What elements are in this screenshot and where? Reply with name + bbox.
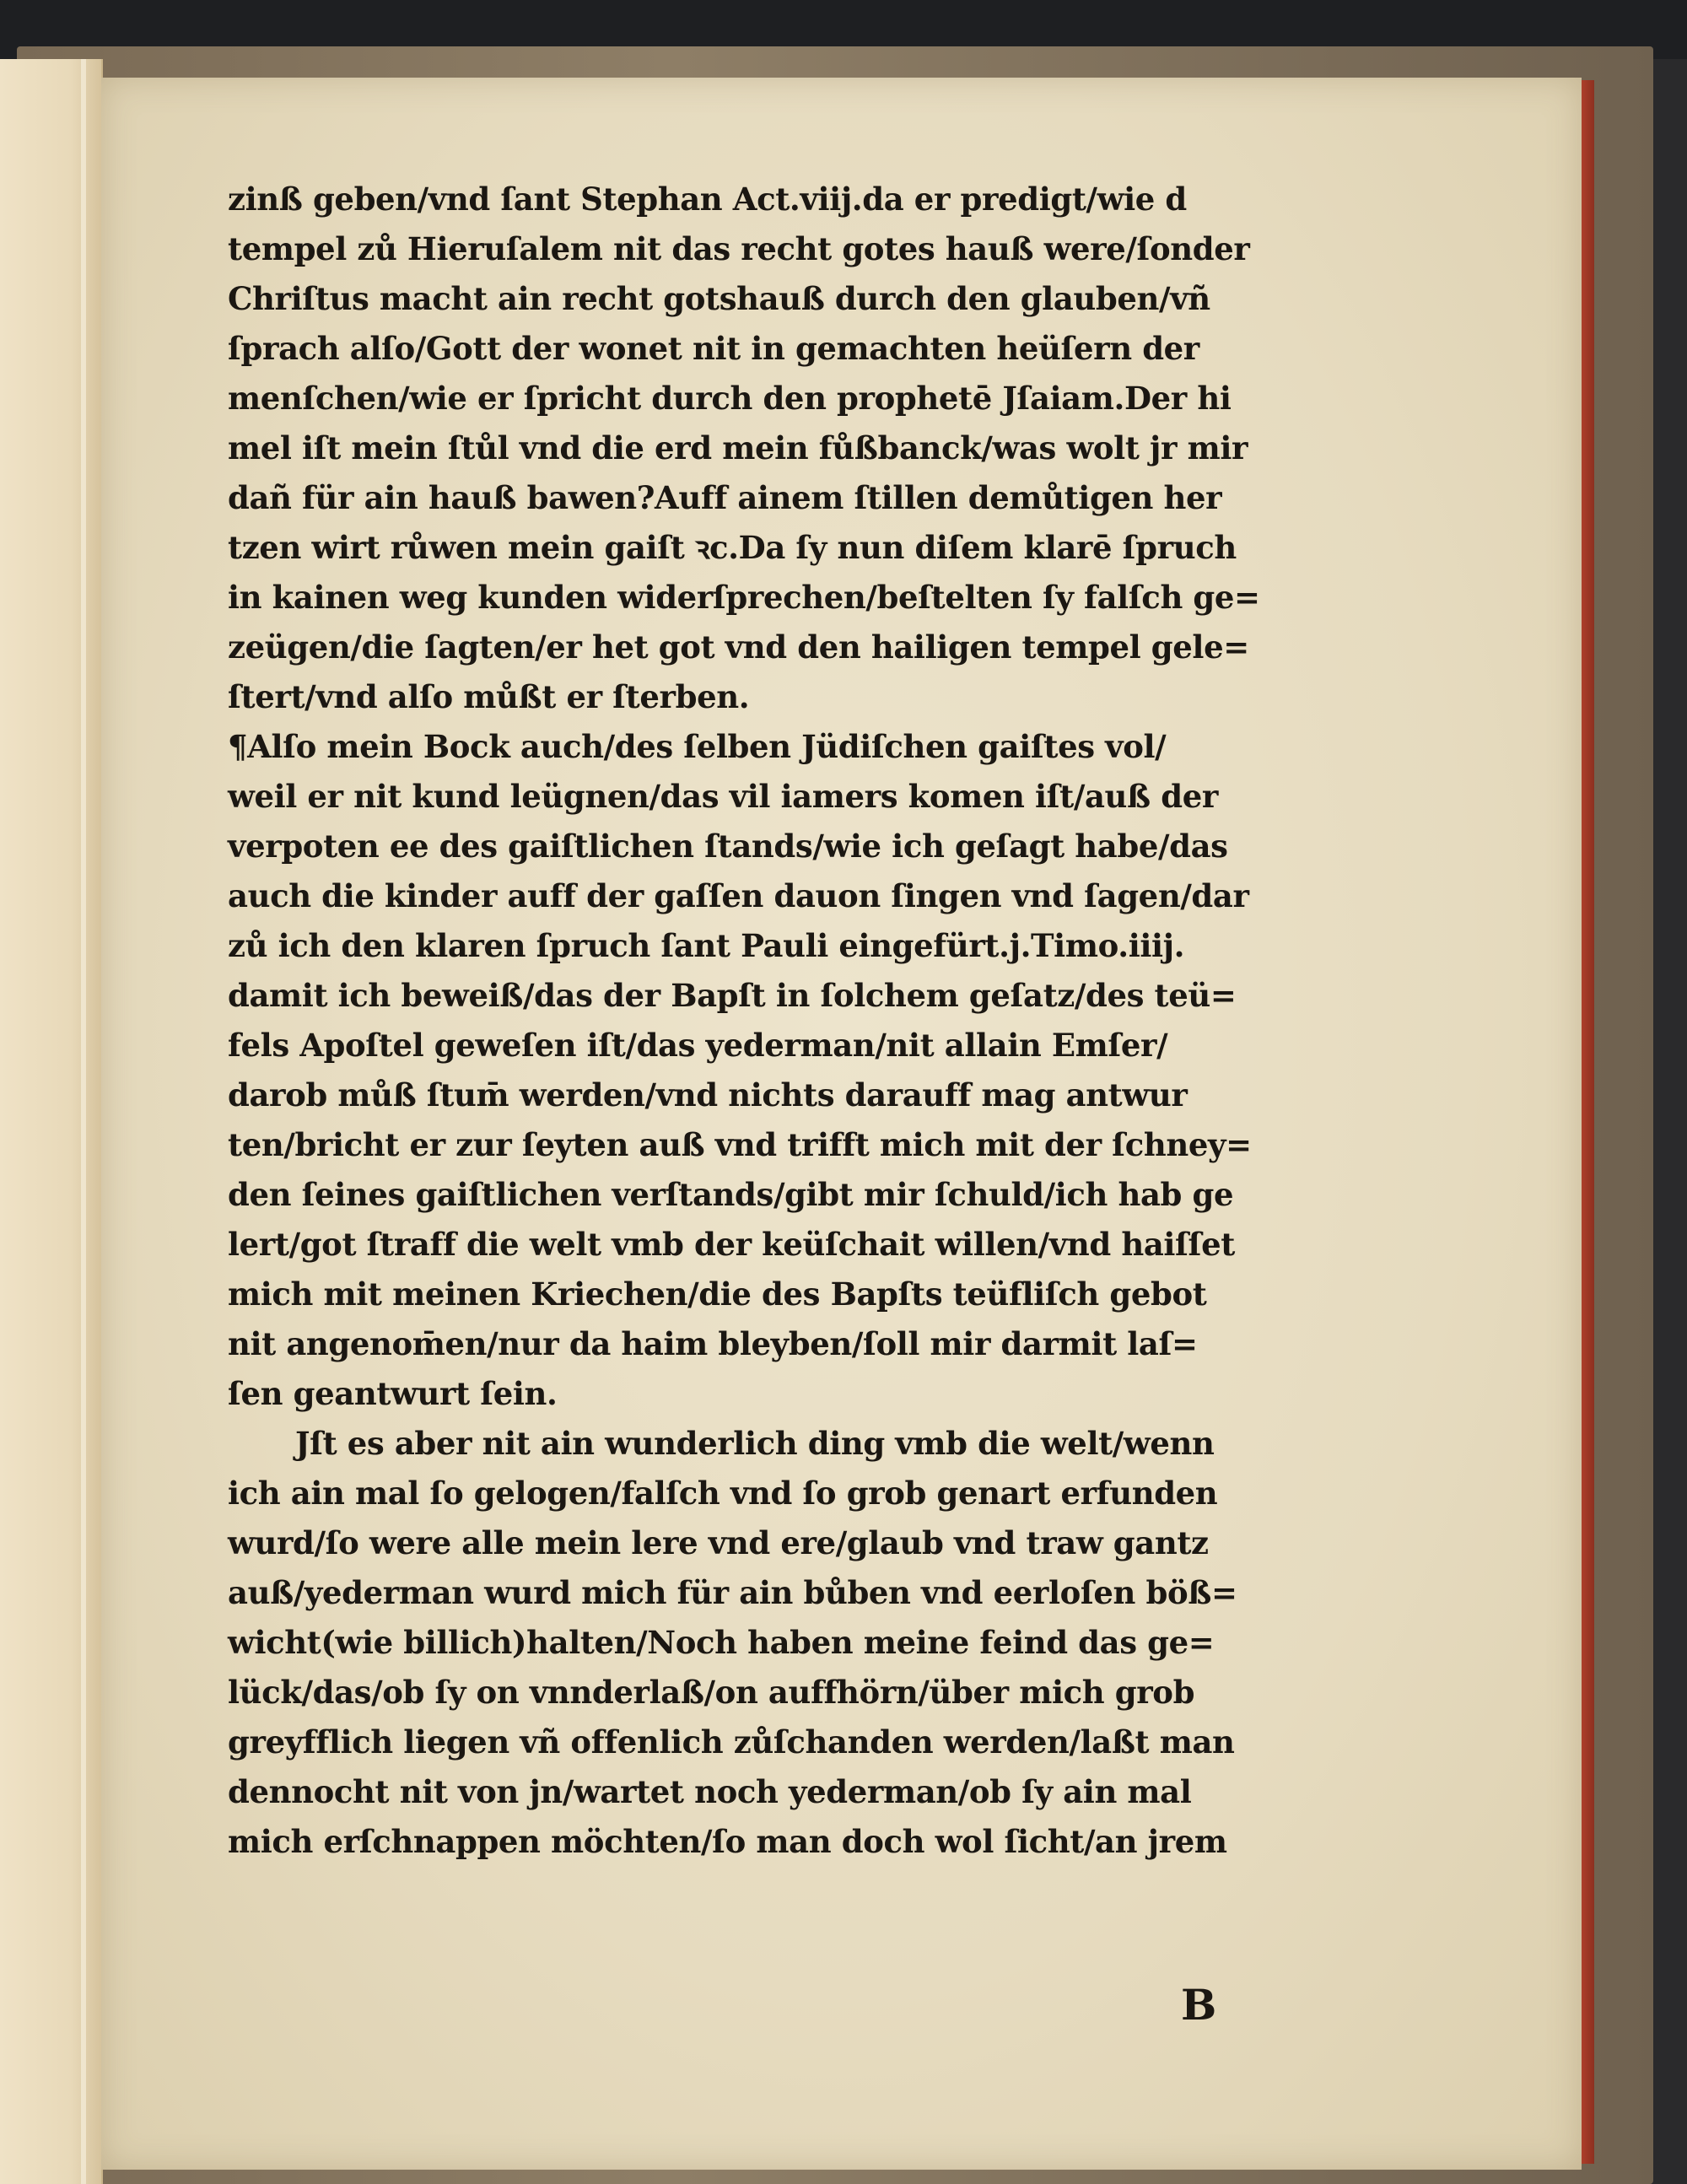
text-line: mel iſt mein ſtůl vnd die erd mein fůßbanck/was wolt jr mir: [228, 429, 1248, 466]
text-line: ſen geantwurt ſein.: [228, 1375, 558, 1412]
text-line: lück/das/ob ſy on vnnderlaß/on auffhörn/über mich grob: [228, 1674, 1195, 1711]
text-line: auch die kinder auff der gaſſen dauon ſingen vnd ſagen/dar: [228, 877, 1249, 914]
text-line: wurd/ſo were alle mein lere vnd ere/glaub vnd traw gantz: [228, 1524, 1209, 1561]
text-line: damit ich beweiß/das der Bapſt in ſolchem geſatz/des teü=: [228, 977, 1237, 1014]
text-line: in kainen weg kunden widerſprechen/beſtelten ſy falſch ge=: [228, 579, 1260, 616]
text-line: ſtert/vnd alſo můßt er ſterben.: [228, 678, 750, 715]
text-line: lert/got ſtraff die welt vmb der keüſchait willen/vnd haiſſet: [228, 1226, 1235, 1263]
text-line: ¶Alſo mein Bock auch/des ſelben Jüdiſchen gaiſtes vol/: [228, 728, 1167, 765]
text-line: tzen wirt růwen mein gaiſt ꝛc.Da ſy nun diſem klarē ſpruch: [228, 529, 1237, 566]
text-line: zeügen/die ſagten/er het got vnd den hailigen tempel gele=: [228, 628, 1249, 666]
text-line: weil er nit kund leügnen/das vil iamers komen iſt/auß der: [228, 778, 1218, 815]
text-line: tempel zů Hieruſalem nit das recht gotes hauß were/ſonder: [228, 230, 1250, 267]
text-line: menſchen/wie er ſpricht durch den prophetē Jſaiam.Der hi: [228, 380, 1232, 417]
text-line: zinß geben/vnd ſant Stephan Act.viij.da er predigt/wie d: [228, 181, 1187, 218]
signature-mark: B: [1181, 1980, 1217, 2030]
facing-page-edge: [0, 59, 103, 2184]
text-line: mich erſchnappen möchten/ſo man doch wol ſicht/an jrem: [228, 1823, 1227, 1860]
text-line: zů ich den klaren ſpruch ſant Pauli eingefürt.j.Timo.iiij.: [228, 927, 1185, 964]
text-line: wicht(wie billich)halten/Noch haben meine feind das ge=: [228, 1624, 1215, 1661]
text-line: ſprach alſo/Gott der wonet nit in gemachten heüſern der: [228, 330, 1199, 367]
book-page: [101, 78, 1582, 2170]
facing-page-fold: [81, 59, 86, 2184]
text-line: nit angenom̄en/nur da haim bleyben/ſoll mir darmit laſ=: [228, 1325, 1198, 1362]
body-text: [228, 175, 1493, 1867]
text-line: ich ain mal ſo gelogen/falſch vnd ſo grob genart erfunden: [228, 1475, 1218, 1512]
text-line: darob můß ſtum̄ werden/vnd nichts darauff mag antwur: [228, 1076, 1188, 1114]
text-line: Jſt es aber nit ain wunderlich ding vmb die welt/wenn: [295, 1425, 1215, 1462]
text-line: ten/bricht er zur ſeyten auß vnd trifft mich mit der ſchney=: [228, 1126, 1252, 1163]
text-line: Chriſtus macht ain recht gotshauß durch den glauben/vñ: [228, 280, 1210, 317]
text-line: mich mit meinen Kriechen/die des Bapſts teüfliſch gebot: [228, 1275, 1207, 1313]
text-line: dañ für ain hauß bawen?Auff ainem ſtillen demůtigen her: [228, 479, 1222, 516]
text-line: verpoten ee des gaiſtlichen ſtands/wie ich geſagt habe/das: [228, 828, 1228, 865]
text-line: den ſeines gaiſtlichen verſtands/gibt mir ſchuld/ich hab ge: [228, 1176, 1234, 1213]
text-line: auß/yederman wurd mich für ain bůben vnd eerloſen böß=: [228, 1574, 1237, 1611]
text-line: fels Apoſtel geweſen iſt/das yederman/nit allain Emſer/: [228, 1027, 1168, 1064]
text-line: greyfflich liegen vñ offenlich zůſchanden werden/laßt man: [228, 1723, 1235, 1761]
text-line: dennocht nit von jn/wartet noch yederman/ob ſy ain mal: [228, 1773, 1192, 1810]
